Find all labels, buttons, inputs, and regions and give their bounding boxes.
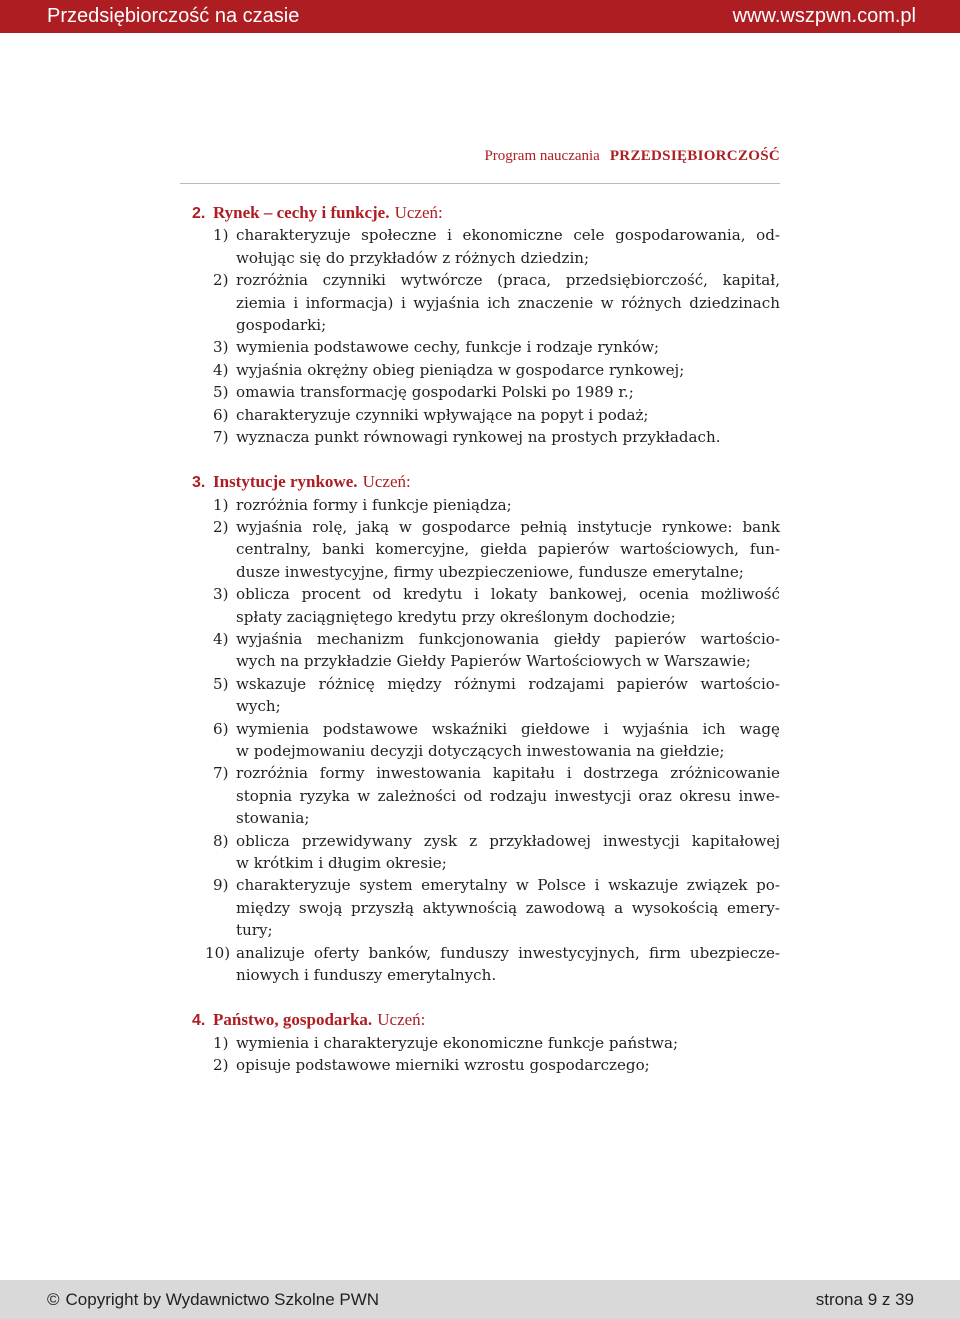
list-item-number: 1): [213, 495, 229, 514]
copyright-icon: ©: [47, 1289, 60, 1309]
website-link[interactable]: www.wszpwn.com.pl: [732, 5, 916, 27]
list-item-number: 6): [213, 719, 229, 738]
section-title: Instytucje rynkowe.: [213, 472, 358, 492]
list-item-line: stopnia ryzyka w zależności od rodzaju inwestycji oraz okresu inwe-: [236, 786, 780, 805]
list-item-number: 2): [213, 271, 229, 290]
section: [192, 1009, 780, 1076]
list-item-number: 4): [213, 360, 229, 379]
list-item-line: tury;: [236, 921, 273, 940]
list-item: [192, 269, 780, 336]
list-item-line: rozróżnia czynniki wytwórcze (praca, przedsiębiorczość, kapitał,: [236, 271, 780, 290]
list-item-line: ziemia i informacja) i wyjaśnia ich znaczenie w różnych dziedzinach: [236, 293, 780, 312]
section-number: 2.: [192, 205, 206, 222]
section-lead: Uczeń:: [394, 203, 443, 222]
list-item: [192, 874, 780, 941]
list-item-number: 1): [213, 226, 229, 245]
list-item-line: w podejmowaniu decyzji dotyczących inwestowania na giełdzie;: [236, 741, 725, 760]
list-item: [192, 224, 780, 269]
list-item: [192, 942, 780, 987]
list-item-number: 2): [213, 518, 229, 537]
list-item-number: 1): [213, 1033, 229, 1052]
list-item-number: 3): [213, 338, 229, 357]
section-heading: [192, 471, 780, 493]
section-number: 4.: [192, 1012, 206, 1030]
list-item: [192, 583, 780, 628]
list-item-line: wych na przykładzie Giełdy Papierów Wartościowych w Warszawie;: [236, 652, 751, 671]
list-item-number: 3): [213, 585, 229, 604]
list-item-number: 9): [213, 876, 229, 895]
copyright-text: Copyright by Wydawnictwo Szkolne PWN: [65, 1289, 380, 1309]
list-item-line: centralny, banki komercyjne, giełda papierów wartościowych, fun-: [236, 540, 780, 559]
list-item-line: omawia transformację gospodarki Polski po 1989 r.;: [236, 383, 634, 402]
series-title: Przedsiębiorczość na czasie: [47, 5, 300, 27]
list-item-line: stowania;: [236, 809, 310, 828]
section-heading: [192, 1009, 780, 1031]
list-item-line: wymienia podstawowe wskaźniki giełdowe i wyjaśnia ich wagę: [236, 719, 780, 738]
list-item-line: charakteryzuje społeczne i ekonomiczne cele gospodarowania, od-: [236, 226, 780, 245]
list-item: [192, 516, 780, 583]
copyright-notice: [47, 1290, 379, 1310]
list-item: [192, 494, 780, 516]
list-item-number: 5): [213, 383, 229, 402]
header-divider: [180, 183, 780, 184]
section: [192, 202, 780, 448]
list-item-number: 10): [205, 943, 231, 962]
list-item-number: 7): [213, 764, 229, 783]
list-item-line: w krótkim i długim okresie;: [236, 853, 447, 872]
list-item-line: wołując się do przykładów z różnych dziedzin;: [236, 248, 590, 267]
list-item: [192, 762, 780, 829]
section-lead: Uczeń:: [377, 1010, 426, 1030]
list-item-line: rozróżnia formy i funkcje pieniądza;: [236, 495, 512, 514]
list-item-line: między swoją przyszłą aktywnością zawodową a wysokością emery-: [236, 898, 780, 917]
list-item-line: charakteryzuje czynniki wpływające na popyt i podaż;: [236, 405, 649, 424]
list-item: [192, 1032, 780, 1054]
list-item-number: 4): [213, 630, 229, 649]
section-title: Rynek – cechy i funkcje.: [213, 203, 390, 222]
list-item: [192, 830, 780, 875]
list-item-line: analizuje oferty banków, funduszy inwestycyjnych, firm ubezpiecze-: [236, 943, 780, 962]
list-item: [192, 336, 780, 358]
list-item-number: 5): [213, 674, 229, 693]
list-item-line: wyjaśnia mechanizm funkcjonowania giełdy papierów wartościo-: [236, 630, 780, 649]
list-item-number: 7): [213, 427, 229, 446]
list-item-number: 6): [213, 405, 229, 424]
footer-bar: [0, 1280, 960, 1319]
list-item: [192, 359, 780, 381]
list-item-line: oblicza procent od kredytu i lokaty bankowej, ocenia możliwość: [236, 585, 780, 604]
section-title: Państwo, gospodarka.: [213, 1010, 373, 1030]
section: [192, 471, 780, 986]
list-item: [192, 718, 780, 763]
list-item-line: wymienia podstawowe cechy, funkcje i rodzaje rynków;: [236, 338, 660, 357]
list-item-line: rozróżnia formy inwestowania kapitału i dostrzega zróżnicowanie: [236, 764, 780, 783]
list-item-line: charakteryzuje system emerytalny w Polsce i wskazuje związek po-: [236, 876, 780, 895]
list-item-line: wymienia i charakteryzuje ekonomiczne funkcje państwa;: [236, 1033, 679, 1052]
list-item-line: wych;: [236, 697, 281, 716]
list-item-line: gospodarki;: [236, 315, 327, 334]
list-item-line: dusze inwestycyjne, firmy ubezpieczeniowe, fundusze emerytalne;: [236, 562, 744, 581]
section-number: 3.: [192, 474, 206, 492]
list-item-line: wskazuje różnicę między różnymi rodzajami papierów wartościo-: [236, 674, 780, 693]
list-item-line: spłaty zaciągniętego kredytu przy określonym dochodzie;: [236, 607, 676, 626]
list-item-line: wyjaśnia okrężny obieg pieniądza w gospodarce rynkowej;: [236, 360, 685, 379]
list-item: [192, 426, 780, 448]
running-head-title: PRZEDSIĘBIORCZOŚĆ: [609, 148, 780, 164]
list-item: [192, 1054, 780, 1076]
list-item-line: wyjaśnia rolę, jaką w gospodarce pełnią instytucje rynkowe: bank: [236, 518, 780, 537]
section-heading: [192, 202, 780, 224]
list-item: [192, 628, 780, 673]
list-item: [192, 381, 780, 403]
list-item-line: wyznacza punkt równowagi rynkowej na prostych przykładach.: [236, 427, 721, 446]
top-bar: [0, 0, 960, 33]
list-item-line: opisuje podstawowe mierniki wzrostu gospodarczego;: [236, 1056, 650, 1075]
section-lead: Uczeń:: [362, 472, 411, 492]
list-item: [192, 673, 780, 718]
page-number: strona 9 z 39: [815, 1289, 914, 1309]
list-item: [192, 404, 780, 426]
list-item-number: 8): [213, 831, 229, 850]
list-item-line: oblicza przewidywany zysk z przykładowej inwestycji kapitałowej: [236, 831, 780, 850]
list-item-line: niowych i funduszy emerytalnych.: [236, 965, 497, 984]
running-head-label: Program nauczania: [484, 148, 600, 164]
document-body: [192, 202, 780, 1099]
list-item-number: 2): [213, 1056, 229, 1075]
running-head: [180, 148, 780, 165]
